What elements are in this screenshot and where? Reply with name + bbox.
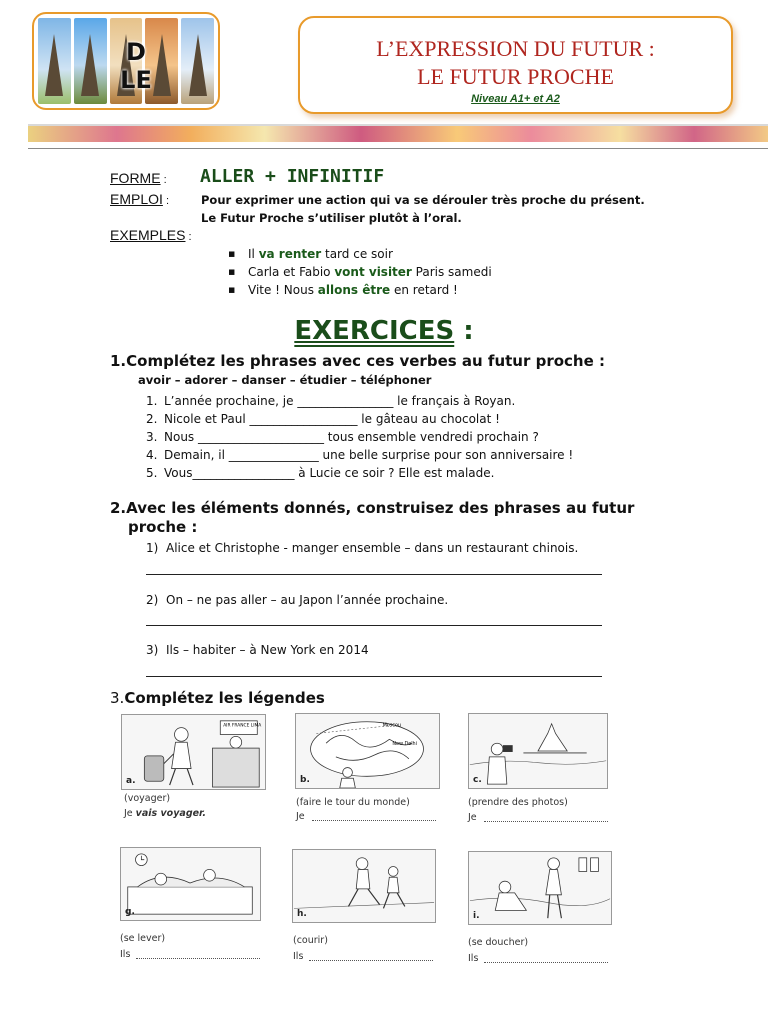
answer-line[interactable] — [146, 676, 602, 677]
answer-prefix: Je — [296, 811, 305, 822]
exercices-heading-text: EXERCICES — [294, 316, 455, 346]
panel-letter: g. — [125, 907, 135, 917]
forme-label-colon: : — [160, 174, 167, 186]
emploi-line-2: Le Futur Proche s’utiliser plutôt à l’oral. — [201, 211, 462, 225]
illustration-panel-a — [121, 714, 266, 790]
answer-dots[interactable] — [312, 820, 436, 821]
map-label-delhi: New Delhi — [392, 741, 417, 748]
level-label: Niveau A1+ et A2 — [471, 93, 560, 105]
emploi-line-1: Pour exprimer une action qui va se dérouler très proche du présent. — [201, 193, 645, 207]
item-number: 1) — [146, 541, 159, 555]
eiffel-photo-5 — [181, 18, 214, 104]
item-number: 2) — [146, 593, 159, 607]
waking-up-illustration — [121, 848, 260, 920]
page-title-line-1: L’EXPRESSION DU FUTUR : — [376, 36, 655, 61]
exercices-heading-colon: : — [454, 316, 474, 346]
sign-text: AIR FRANCE LIMA — [223, 723, 262, 729]
illustration-panel-i — [468, 851, 612, 925]
example-after: Paris samedi — [411, 265, 492, 279]
item-text: Vous_________________ à Lucie ce soir ? Elle est malade. — [164, 466, 495, 480]
answer-prefix: Je — [124, 808, 136, 819]
eiffel-photo-2 — [74, 18, 107, 104]
world-tour-illustration — [296, 714, 439, 788]
exercices-heading — [0, 316, 768, 346]
illustration-panel-b — [295, 713, 440, 789]
panel-caption: (voyager) — [124, 793, 171, 804]
map-label-moscou: Moscou — [382, 722, 402, 729]
item-text: Nous _____________________ tous ensemble vendredi prochain ? — [164, 430, 539, 444]
emploi-text — [201, 191, 645, 227]
answer-dots[interactable] — [484, 962, 608, 963]
photographer-illustration — [469, 714, 607, 788]
illustration-panel-h — [292, 849, 436, 923]
item-number: 3. — [146, 430, 158, 444]
eiffel-photo-1 — [38, 18, 71, 104]
panel-caption: (se doucher) — [468, 937, 529, 948]
item-text: Demain, il _______________ une belle surprise pour son anniversaire ! — [164, 448, 574, 462]
eiffel-tower-icon — [189, 34, 207, 96]
traveler-illustration — [122, 715, 265, 789]
example-verb: allons être — [317, 283, 391, 297]
item-number: 2. — [146, 412, 158, 426]
answer-line[interactable] — [146, 574, 602, 575]
answer-prefix: Ils — [293, 951, 304, 962]
running-illustration — [293, 850, 435, 922]
panel-caption: (prendre des photos) — [468, 797, 568, 808]
shower-illustration — [469, 852, 611, 924]
exemples-label — [110, 227, 192, 243]
answer-line[interactable] — [146, 625, 602, 626]
panel-answer — [468, 953, 478, 964]
exercise-3-number: 3. — [110, 689, 125, 707]
forme-label — [110, 170, 167, 186]
item-number: 4. — [146, 448, 158, 462]
answer-prefix: Je — [468, 812, 477, 823]
item-number: 1. — [146, 394, 158, 408]
answer-prefix: Ils — [468, 953, 479, 964]
answer-dots[interactable] — [309, 960, 433, 961]
example-before: Il — [248, 247, 259, 261]
list-item — [146, 428, 573, 446]
emploi-label — [110, 191, 169, 207]
panel-letter: i. — [473, 911, 480, 921]
exemples-label-text: EXEMPLES — [110, 227, 186, 243]
panel-letter: c. — [473, 775, 482, 785]
example-verb: va renter — [258, 247, 322, 261]
panel-letter: h. — [297, 909, 307, 919]
list-item — [146, 464, 573, 482]
panel-caption: (faire le tour du monde) — [296, 797, 410, 808]
panel-answer — [120, 949, 130, 960]
panel-caption: (se lever) — [120, 933, 166, 944]
answer-dots[interactable] — [484, 821, 608, 822]
exercise-1-verbs: avoir – adorer – danser – étudier – téléphoner — [138, 373, 432, 387]
example-item — [228, 245, 492, 263]
logo — [32, 12, 220, 110]
item-text: On – ne pas aller – au Japon l’année prochaine. — [166, 593, 449, 607]
exemples-label-colon: : — [185, 231, 192, 243]
title-box — [298, 16, 733, 114]
exercise-1-list — [146, 392, 573, 482]
decorative-banner — [28, 126, 768, 142]
panel-letter: a. — [126, 776, 136, 786]
exercise-1-title: 1.Complétez les phrases avec ces verbes au futur proche : — [110, 352, 605, 370]
exercise-3-title-text: Complétez les légendes — [124, 689, 325, 707]
logo-letters: D LE — [120, 38, 152, 94]
eiffel-tower-icon — [81, 34, 99, 96]
examples-list — [228, 245, 492, 299]
example-after: en retard ! — [390, 283, 458, 297]
list-item — [146, 446, 573, 464]
illustration-panel-g — [120, 847, 261, 921]
item-text: Nicole et Paul __________________ le gâteau au chocolat ! — [164, 412, 500, 426]
item-text: Alice et Christophe - manger ensemble – dans un restaurant chinois. — [166, 541, 579, 555]
emploi-label-text: EMPLOI — [110, 191, 163, 207]
panel-letter: b. — [300, 775, 310, 785]
exercise-3-title — [110, 689, 325, 707]
example-verb: vont visiter — [334, 265, 412, 279]
exercise-2-item — [146, 593, 448, 607]
example-before: Vite ! Nous — [248, 283, 318, 297]
answer-dots[interactable] — [136, 958, 260, 959]
page-title-line-2: LE FUTUR PROCHE — [417, 64, 614, 89]
eiffel-tower-icon — [45, 34, 63, 96]
item-text: Ils – habiter – à New York en 2014 — [166, 643, 369, 657]
exercise-2-title-line-2: proche : — [128, 518, 198, 536]
panel-answer — [293, 951, 303, 962]
exercise-2-title-line-1: 2.Avec les éléments donnés, construisez des phrases au futur — [110, 499, 635, 517]
item-number: 5. — [146, 466, 158, 480]
example-after: tard ce soir — [321, 247, 393, 261]
answer-prefix: Ils — [120, 949, 131, 960]
answer-bold: vais voyager. — [135, 808, 206, 819]
panel-answer — [468, 812, 477, 823]
forme-label-text: FORME — [110, 170, 161, 186]
example-item — [228, 281, 492, 299]
panel-answer — [124, 808, 206, 819]
exercise-2-item — [146, 541, 578, 555]
example-before: Carla et Fabio — [248, 265, 335, 279]
divider — [28, 148, 768, 149]
item-number: 3) — [146, 643, 159, 657]
item-text: L’année prochaine, je ________________ le français à Royan. — [164, 394, 516, 408]
panel-caption: (courir) — [293, 935, 328, 946]
example-item — [228, 263, 492, 281]
list-item — [146, 410, 573, 428]
emploi-label-colon: : — [162, 195, 170, 207]
list-item — [146, 392, 573, 410]
panel-answer — [296, 811, 305, 822]
exercise-2-item — [146, 643, 369, 657]
forme-value: ALLER + INFINITIF — [200, 166, 385, 187]
illustration-panel-c — [468, 713, 608, 789]
